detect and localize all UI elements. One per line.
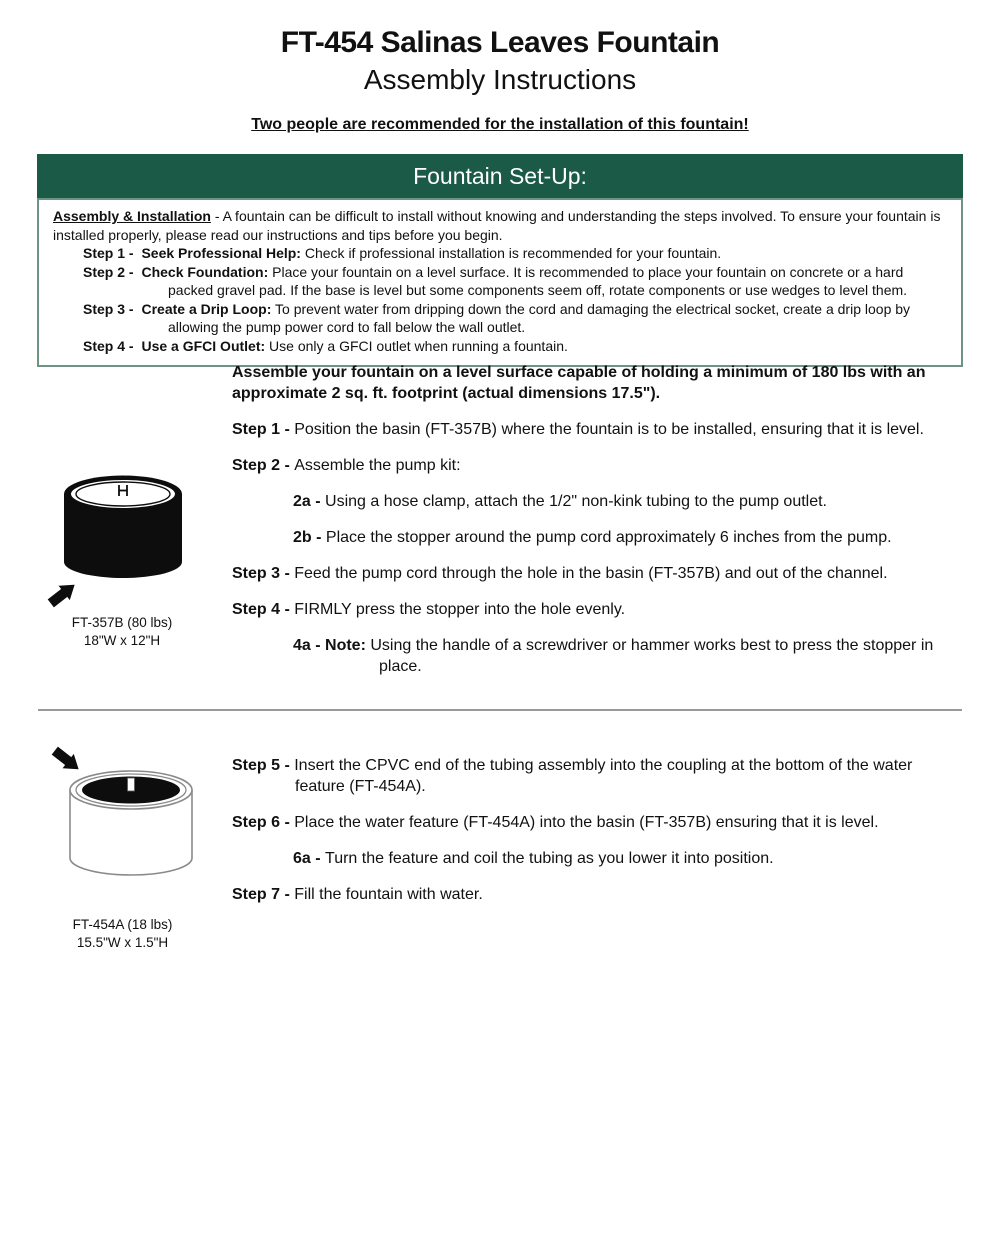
step-text: Using the handle of a screwdriver or hammer works best to press the stopper in place. (370, 637, 934, 675)
basin-interior (70, 479, 176, 509)
step-4a-note (293, 635, 948, 677)
basin-illustration (42, 458, 202, 610)
step-label: Step 1 - (232, 421, 295, 438)
step-2b (293, 527, 948, 548)
step-label: Step 7 - (232, 886, 295, 903)
step-bold: Create a Drip Loop: (141, 300, 272, 317)
installation-notice: Two people are recommended for the installation of this fountain! (251, 116, 749, 133)
step-label: Step 2 - (83, 263, 138, 280)
step-text: FIRMLY press the stopper into the hole evenly. (294, 601, 626, 618)
step-text: Place the stopper around the pump cord approximately 6 inches from the pump. (325, 529, 892, 546)
step-label: Step 3 - (232, 565, 295, 582)
step-label: Step 1 - (83, 245, 138, 261)
step-label: Step 6 - (232, 814, 295, 831)
step-label: 4a - Note: (293, 637, 371, 654)
step-bold: Seek Professional Help: (141, 245, 301, 261)
feature-caption-line2: 15.5"W x 1.5"H (76, 935, 169, 950)
step-4 (232, 599, 948, 620)
arrow-icon (43, 575, 83, 610)
step-label: 2b - (293, 529, 326, 546)
basin-caption-line2: 18"W x 12"H (83, 633, 161, 648)
setup-step-3 (83, 300, 947, 337)
step-label: Step 3 - (83, 300, 138, 317)
basin-figure (42, 458, 202, 650)
setup-section (37, 154, 963, 367)
step-text: Use only a GFCI outlet when running a fountain. (265, 337, 568, 354)
step-text: Check if professional installation is recommended for your fountain. (300, 245, 722, 261)
section1-steps (232, 362, 948, 692)
step-text: Position the basin (FT-357B) where the fountain is to be installed, ensuring that it is level. (294, 421, 924, 438)
feature-caption (40, 916, 205, 952)
step-3 (232, 563, 948, 584)
step-2a (293, 491, 948, 512)
page-subtitle: Assembly Instructions (363, 64, 637, 95)
water-feature-illustration (40, 740, 205, 912)
step-label: 6a - (293, 850, 326, 867)
basin-caption (42, 614, 202, 650)
section2-steps (232, 755, 948, 920)
step-label: Step 5 - (232, 757, 295, 774)
step-6a (293, 848, 948, 869)
section1-intro: Assemble your fountain on a level surface capable of holding a minimum of 180 lbs with an approximate 2 sq. ft. footprint (actual dimensions 17.5"). (232, 364, 926, 402)
step-text: Place the water feature (FT-454A) into the basin (FT-357B) ensuring that it is level. (294, 814, 879, 831)
step-1 (232, 419, 948, 440)
step-6 (232, 812, 948, 833)
pipe-coupling-mark (128, 778, 135, 791)
water-feature-figure (40, 740, 205, 952)
step-text: Turn the feature and coil the tubing as you lower it into position. (325, 850, 774, 867)
setup-step-4 (83, 337, 947, 356)
step-label: 2a - (293, 493, 326, 510)
setup-banner: Fountain Set-Up: (37, 154, 963, 198)
step-2 (232, 455, 948, 476)
feature-caption-line1: FT-454A (18 lbs) (72, 917, 173, 932)
step-text: Place your fountain on a level surface. It is recommended to place your fountain on concrete or a hard packed gravel pad. If the base is level but some components seem off, rotate components or use wedges to level them. (168, 263, 908, 298)
step-label: Step 4 - (83, 337, 138, 354)
step-text: Using a hose clamp, attach the 1/2" non-kink tubing to the pump outlet. (325, 493, 827, 510)
setup-box (37, 198, 963, 367)
page-title: FT-454 Salinas Leaves Fountain (280, 26, 720, 59)
setup-intro-text: - A fountain can be difficult to install without knowing and understanding the steps involved. To ensure your fountain is installed properly, please read our instructions and tips before you begin. (53, 208, 941, 243)
step-7 (232, 884, 948, 905)
step-text: Insert the CPVC end of the tubing assembly into the coupling at the bottom of the water feature (FT-454A). (294, 757, 913, 795)
step-text: Assemble the pump kit: (294, 457, 461, 474)
step-label: Step 2 - (232, 457, 295, 474)
setup-step-2 (83, 263, 947, 300)
setup-step-1 (83, 244, 947, 263)
step-bold: Use a GFCI Outlet: (141, 337, 266, 354)
section-divider (38, 709, 962, 711)
step-5 (232, 755, 948, 797)
step-text: Feed the pump cord through the hole in the basin (FT-357B) and out of the channel. (294, 565, 888, 582)
setup-intro (53, 207, 947, 244)
step-text: To prevent water from dripping down the cord and damaging the electrical socket, create a drip loop by allowing the pump power cord to fall below the wall outlet. (168, 300, 911, 335)
arrow-icon (47, 741, 87, 779)
step-bold: Check Foundation: (141, 263, 269, 280)
step-text: Fill the fountain with water. (294, 886, 483, 903)
step-label: Step 4 - (232, 601, 295, 618)
basin-caption-line1: FT-357B (80 lbs) (71, 615, 173, 630)
setup-intro-label: Assembly & Installation (53, 208, 211, 224)
